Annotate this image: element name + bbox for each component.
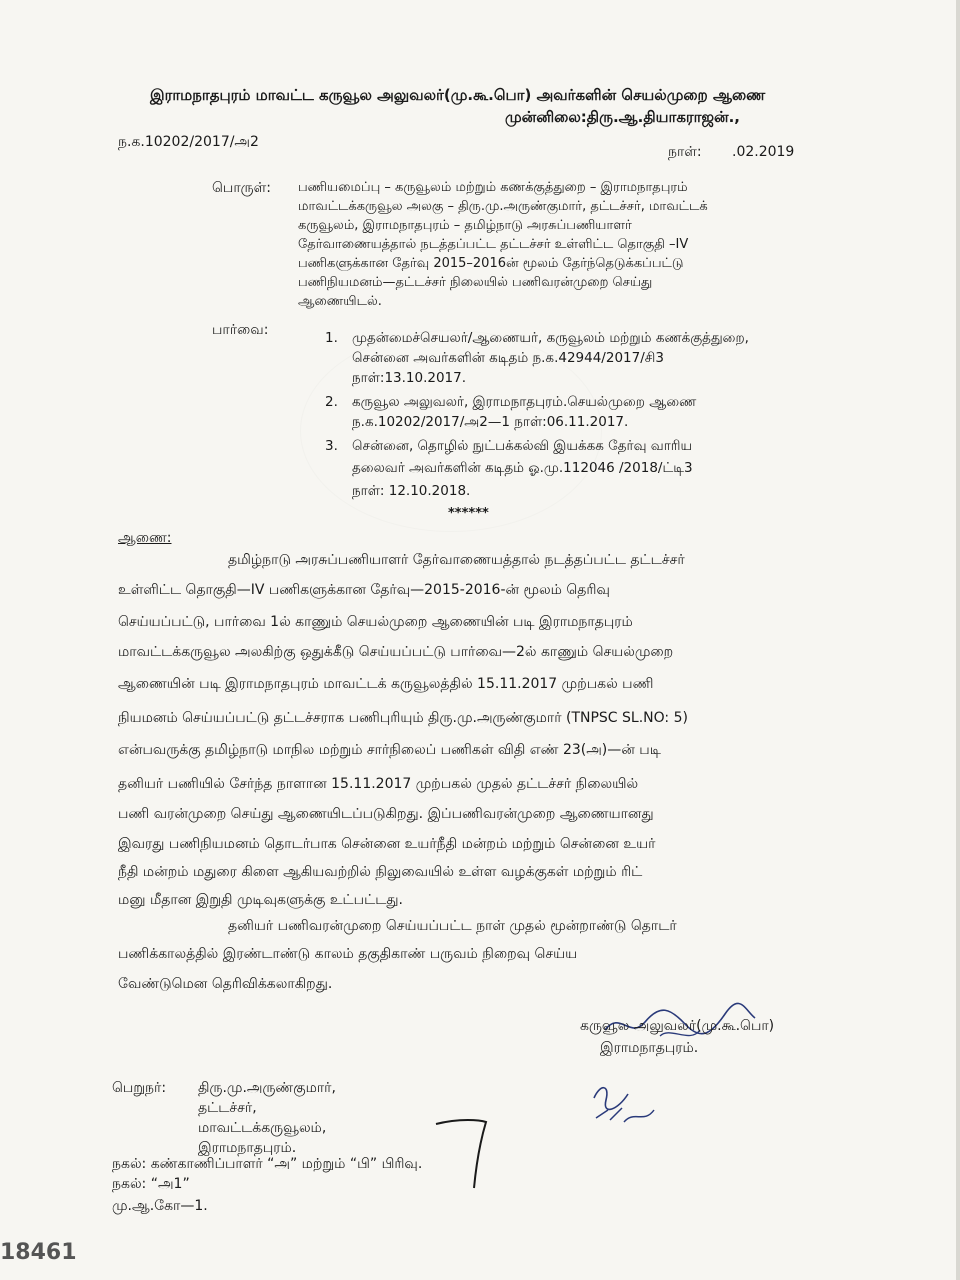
subject-line: தேர்வாணையத்தால் நடத்தப்பட்ட தட்டச்சர் உள்ளிட்ட தொகுதி –IV [298, 237, 689, 252]
header-presence: முன்னிலை:திரு.ஆ.தியாகராஜன்., [505, 108, 740, 126]
reference-item-number: 1. [325, 330, 338, 346]
reference-number: ந.க.10202/2017/அ2 [118, 134, 259, 150]
reference-item-line: தலைவர் அவர்களின் கடிதம் ஓ.மு.112046 /2018/ட்டி3 [352, 460, 693, 476]
order-paragraph-line: பணி வரன்முறை செய்து ஆணையிடப்படுகிறது. இப்பணிவரன்முறை ஆணையானது [118, 806, 654, 822]
pen-mark-icon [430, 1112, 500, 1192]
handwritten-initial-icon [588, 1080, 668, 1128]
signature-designation: கருவூல அலுவலர்(மு.கூ.பொ) [580, 1018, 775, 1034]
references-label: பார்வை: [212, 322, 269, 338]
scan-edge [956, 0, 960, 1280]
signature-place: இராமநாதபுரம். [600, 1040, 699, 1056]
file-copy-line: மு.ஆ.கோ—1. [112, 1198, 208, 1214]
order-paragraph-line: தமிழ்நாடு அரசுப்பணியாளர் தேர்வாணையத்தால் நடத்தப்பட்ட தட்டச்சர் [228, 552, 685, 568]
reference-item-line: நாள்:13.10.2017. [352, 370, 467, 386]
separator-stars: ****** [448, 506, 489, 521]
recipient-line: திரு.மு.அருண்குமார், [198, 1080, 336, 1096]
recipient-line: மாவட்டக்கருவூலம், [198, 1120, 327, 1136]
order-paragraph-line: மனு மீதான இறுதி முடிவுகளுக்கு உட்பட்டது. [118, 892, 403, 908]
order-paragraph-line: தனியர் பணியில் சேர்ந்த நாளான 15.11.2017 முற்பகல் முதல் தட்டச்சர் நிலையில் [118, 776, 639, 792]
reference-item-line: சென்னை அவர்களின் கடிதம் ந.க.42944/2017/சி3 [352, 350, 664, 366]
date-value: .02.2019 [732, 144, 795, 160]
subject-line: கருவூலம், இராமநாதபுரம் – தமிழ்நாடு அரசுப்பணியாளர் [298, 218, 632, 233]
copy-line: நகல்: “அ1” [112, 1176, 190, 1192]
reference-item-line: கருவூல அலுவலர், இராமநாதபுரம்.செயல்முறை ஆணை [352, 394, 697, 410]
order-paragraph-line: பணிக்காலத்தில் இரண்டாண்டு காலம் தகுதிகாண் பருவம் நிறைவு செய்ய [118, 946, 578, 962]
page-serial-number: 18461 [0, 1240, 77, 1265]
header-title: இராமநாதபுரம் மாவட்ட கருவூல அலுவலர்(மு.கூ.பொ) அவர்களின் செயல்முறை ஆணை [150, 86, 766, 104]
subject-line: பணியமைப்பு – கருவூலம் மற்றும் கணக்குத்துறை – இராமநாதபுரம் [298, 180, 688, 195]
subject-line: பணிநியமனம்—தட்டச்சர் நிலையில் பணிவரன்முறை செய்து [298, 275, 653, 290]
order-paragraph-line: வேண்டுமென தெரிவிக்கலாகிறது. [118, 976, 333, 992]
order-paragraph-line: என்பவருக்கு தமிழ்நாடு மாநில மற்றும் சார்நிலைப் பணிகள் விதி எண் 23(அ)—ன் படி [118, 742, 661, 758]
reference-item-line: நாள்: 12.10.2018. [352, 483, 471, 499]
order-paragraph-line: மாவட்டக்கருவூல அலகிற்கு ஒதுக்கீடு செய்யப்பட்டு பார்வை—2ல் காணும் செயல்முறை [118, 644, 674, 660]
order-paragraph-line: உள்ளிட்ட தொகுதி—IV பணிகளுக்கான தேர்வு—2015-2016-ன் மூலம் தெரிவு [118, 582, 610, 598]
recipient-label: பெறுநர்: [112, 1080, 167, 1096]
subject-line: மாவட்டக்கருவூல அலகு – திரு.மு.அருண்குமார், தட்டச்சர், மாவட்டக் [298, 199, 708, 214]
reference-item-line: முதன்மைச்செயலர்/ஆணையர், கருவூலம் மற்றும் கணக்குத்துறை, [352, 330, 749, 346]
reference-item-number: 3. [325, 438, 338, 454]
subject-line: ஆணையிடல். [298, 294, 382, 309]
recipient-line: இராமநாதபுரம். [198, 1140, 297, 1156]
subject-label: பொருள்: [212, 180, 271, 196]
order-paragraph-line: இவரது பணிநியமனம் தொடர்பாக சென்னை உயர்நீதி மன்றம் மற்றும் சென்னை உயர் [118, 836, 656, 852]
order-paragraph-line: தனியர் பணிவரன்முறை செய்யப்பட்ட நாள் முதல் மூன்றாண்டு தொடர் [228, 918, 677, 934]
order-paragraph-line: நீதி மன்றம் மதுரை கிளை ஆகியவற்றில் நிலுவையில் உள்ள வழக்குகள் மற்றும் ரிட் [118, 864, 643, 880]
date-label: நாள்: [668, 144, 702, 160]
order-paragraph-line: ஆணையின் படி இராமநாதபுரம் மாவட்டக் கருவூலத்தில் 15.11.2017 முற்பகல் பணி [118, 676, 654, 692]
subject-line: பணிகளுக்கான தேர்வு 2015–2016ன் மூலம் தேர்ந்தெடுக்கப்பட்டு [298, 256, 684, 271]
reference-item-line: சென்னை, தொழில் நுட்பக்கல்வி இயக்கக தேர்வு வாரிய [352, 438, 693, 454]
reference-item-number: 2. [325, 394, 338, 410]
recipient-line: தட்டச்சர், [198, 1100, 257, 1116]
copy-line: நகல்: கண்காணிப்பாளர் “அ” மற்றும் “பி” பிரிவு. [112, 1156, 423, 1172]
order-paragraph-line: நியமனம் செய்யப்பட்டு தட்டச்சராக பணிபுரியும் திரு.மு.அருண்குமார் (TNPSC SL.NO: 5) [118, 710, 688, 726]
order-label: ஆணை: [118, 530, 172, 546]
order-paragraph-line: செய்யப்பட்டு, பார்வை 1ல் காணும் செயல்முறை ஆணையின் படி இராமநாதபுரம் [118, 614, 633, 630]
reference-item-line: ந.க.10202/2017/அ2—1 நாள்:06.11.2017. [352, 414, 629, 430]
